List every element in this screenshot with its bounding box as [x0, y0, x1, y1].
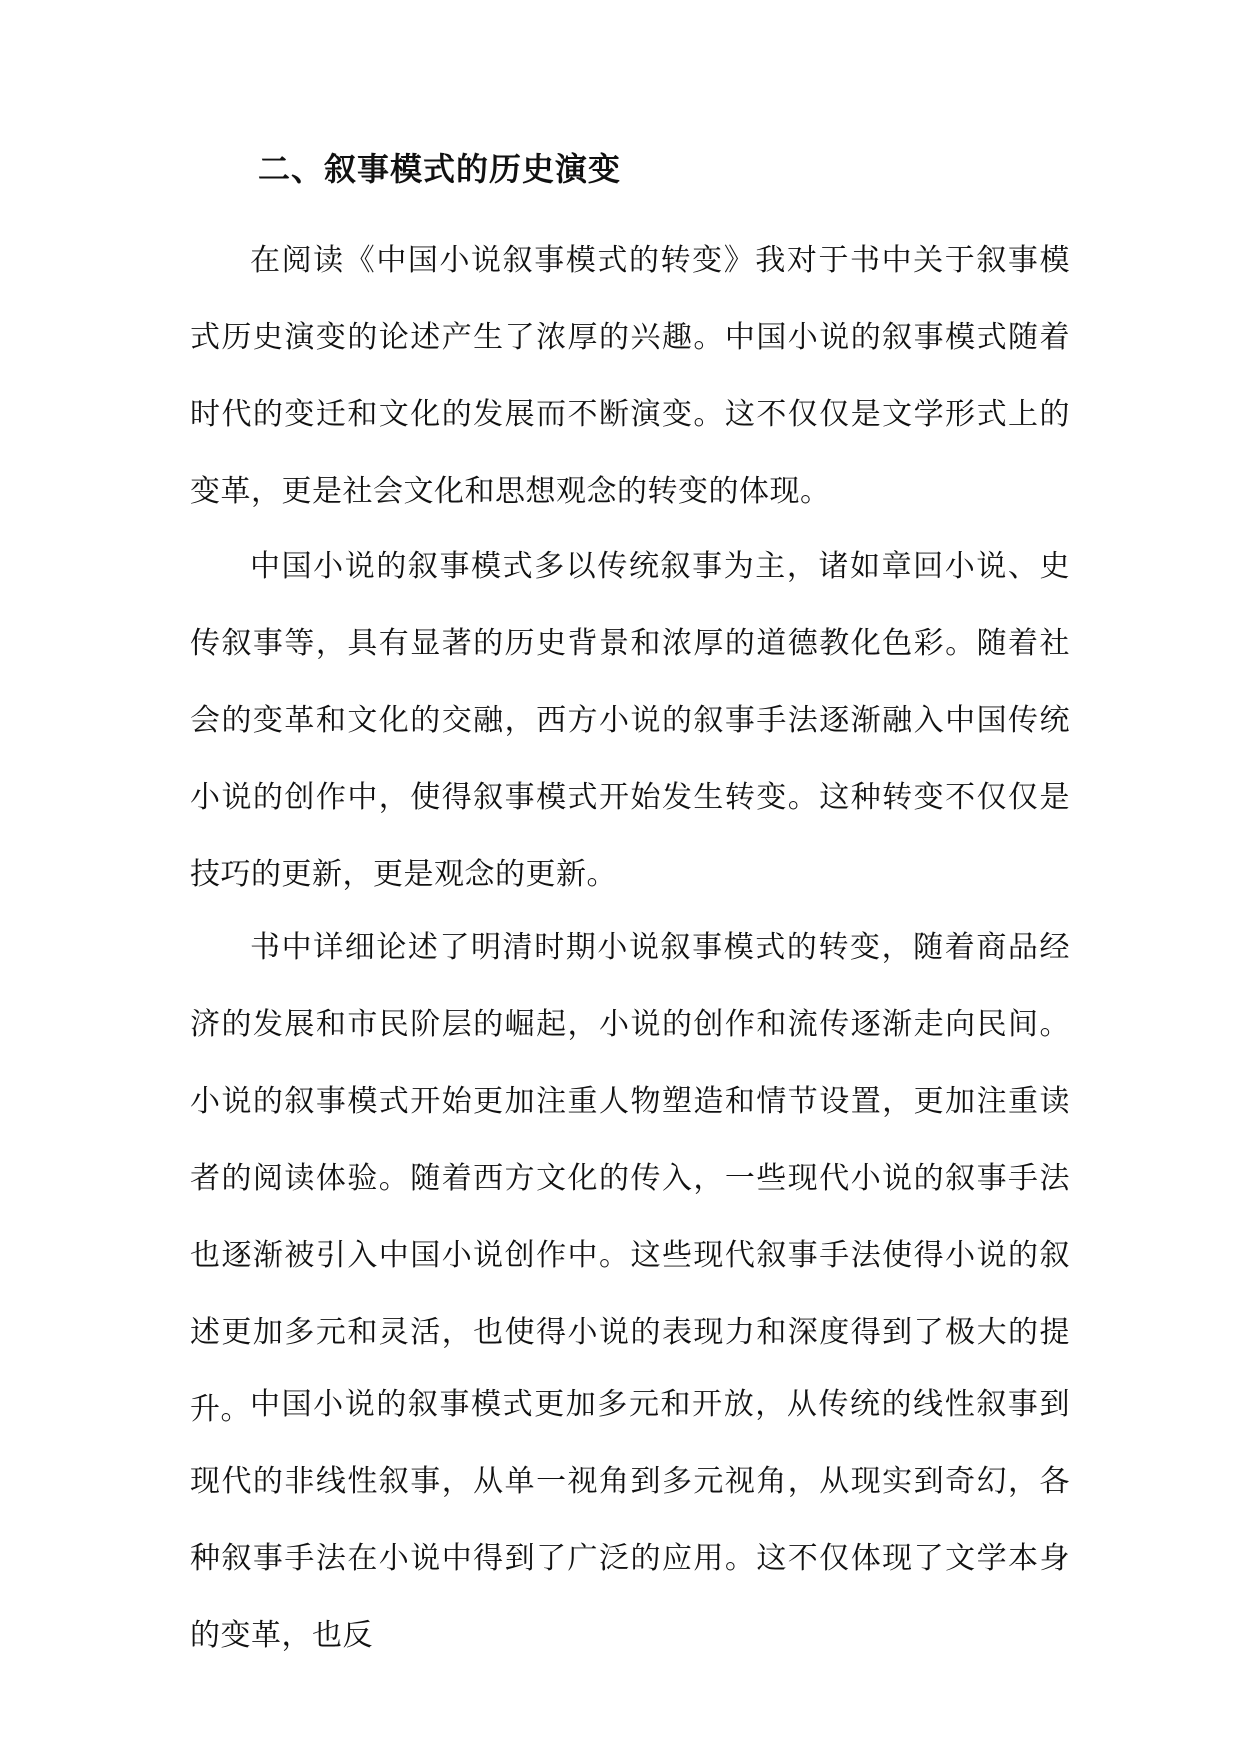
paragraph-text: 中国小说的叙事模式更加多元和开放，从传统的线性叙事到现代的非线性叙事，从单一视角到多元视角，从现实到奇幻，各种叙事手法在小说中得到了广泛的应用。这不仅体现了文学本身的变革，也反 [190, 1387, 1070, 1653]
paragraph-4 [190, 1366, 1070, 1674]
paragraph-text: 书中详细论述了明清时期小说叙事模式的转变，随着商品经济的发展和市民阶层的崛起，小说的创作和流传逐渐走向民间。小说的叙事模式开始更加注重人物塑造和情节设置，更加注重读者的阅读体验。随着西方文化的传入，一些现代小说的叙事手法也逐渐被引入中国小说创作中。这些现代叙事手法使得小说的叙述更加多元和灵活，也使得小说的表现力和深度得到了极大的提升。 [190, 930, 1070, 1427]
paragraph-text: 在阅读《中国小说叙事模式的转变》我对于书中关于叙事模式历史演变的论述产生了浓厚的兴趣。中国小说的叙事模式随着时代的变迁和文化的发展而不断演变。这不仅仅是文学形式上的变革，更是社会文化和思想观念的转变的体现。 [190, 243, 1070, 509]
paragraph-1 [190, 222, 1070, 530]
section-heading: 二、叙事模式的历史演变 [258, 150, 622, 188]
paragraph-text: 中国小说的叙事模式多以传统叙事为主，诸如章回小说、史传叙事等，具有显著的历史背景和浓厚的道德教化色彩。随着社会的变革和文化的交融，西方小说的叙事手法逐渐融入中国传统小说的创作中，使得叙事模式开始发生转变。这种转变不仅仅是技巧的更新，更是观念的更新。 [190, 549, 1070, 892]
paragraph-2 [190, 528, 1070, 913]
